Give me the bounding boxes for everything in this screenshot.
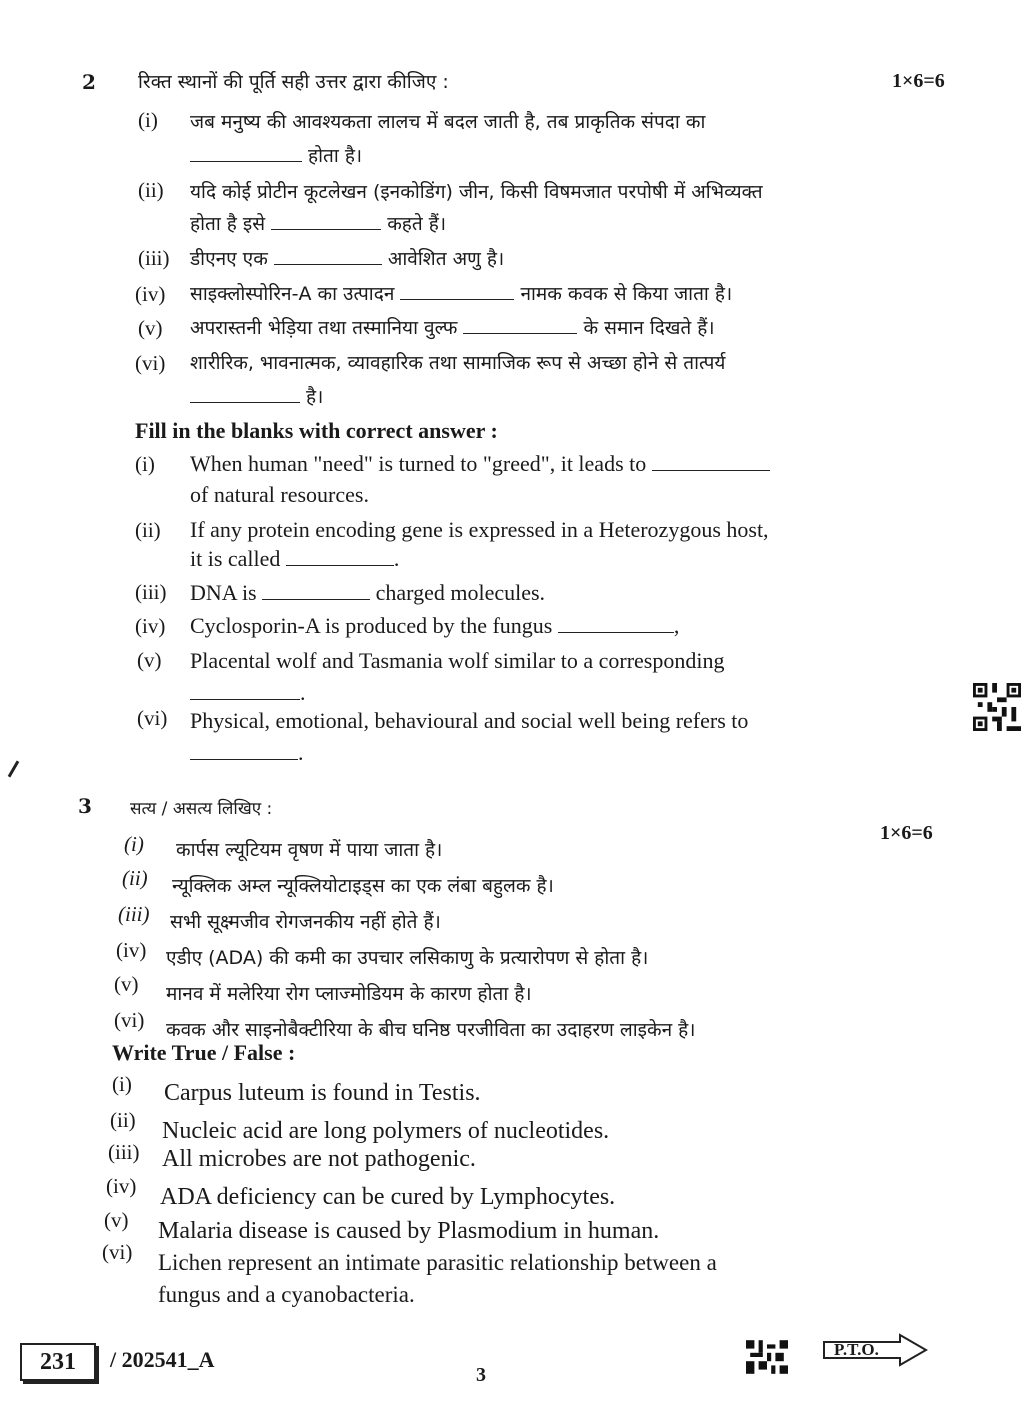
- q3-en-i: Carpus luteum is found in Testis.: [164, 1080, 481, 1106]
- blank: [262, 581, 370, 600]
- q2-en-v-end: .: [300, 680, 306, 705]
- q3-en-iii: All microbes are not pathogenic.: [162, 1146, 476, 1172]
- q3-instruction-en: Write True / False :: [112, 1040, 296, 1065]
- q2-en-i-text: When human "need" is turned to "greed", it leads to: [190, 451, 647, 476]
- q2-hi-iii-num: (iii): [138, 246, 170, 270]
- q3-en-v-num: (v): [104, 1208, 129, 1232]
- q2-en-ii-text: it is called: [190, 546, 281, 571]
- q2-en-v-line2: [190, 680, 306, 706]
- q3-en-vi-line1: Lichen represent an intimate parasitic relationship between a: [158, 1250, 717, 1275]
- q2-en-i-line1: [190, 451, 770, 477]
- blank: [190, 681, 300, 700]
- blank: [652, 452, 770, 471]
- q2-marks: 1×6=6: [892, 70, 945, 92]
- q3-hi-v-num: (v): [114, 972, 139, 996]
- q2-en-ii-num: (ii): [135, 518, 161, 542]
- q2-hi-iii-b: आवेशित अणु है।: [387, 248, 505, 270]
- qr-code-icon: [972, 683, 1022, 731]
- q2-en-v-num: (v): [137, 648, 162, 672]
- q2-hi-iv-num: (iv): [135, 282, 166, 306]
- q2-en-iii-a: DNA is: [190, 580, 257, 605]
- q2-hi-ii-a: होता है इसे: [190, 213, 266, 235]
- page-number: 3: [476, 1364, 486, 1386]
- q3-en-iv-num: (iv): [106, 1174, 137, 1198]
- blank: [190, 741, 298, 760]
- blank: [286, 547, 394, 566]
- q3-hi-vi-num: (vi): [114, 1008, 145, 1032]
- q2-hi-iv-a: साइक्लोस्पोरिन-A का उत्पादन: [190, 283, 395, 305]
- blank: [558, 614, 674, 633]
- q2-instruction-hi: रिक्त स्थानों की पूर्ति सही उत्तर द्वारा कीजिए :: [138, 71, 449, 93]
- q3-hi-i: कार्पस ल्यूटियम वृषण में पाया जाता है।: [176, 839, 443, 861]
- pto-arrow: [822, 1332, 922, 1364]
- q3-hi-i-num: (i): [124, 832, 144, 856]
- q3-en-ii-num: (ii): [110, 1108, 136, 1132]
- q3-en-ii: Nucleic acid are long polymers of nucleotides.: [162, 1118, 610, 1144]
- q2-instruction-en: Fill in the blanks with correct answer :: [135, 418, 498, 443]
- q2-en-iii-b: charged molecules.: [375, 580, 546, 605]
- blank: [271, 211, 381, 230]
- q2-hi-iv: [190, 280, 732, 306]
- pto-label: P.T.O.: [834, 1340, 879, 1359]
- q2-en-vi-end: .: [298, 740, 304, 765]
- q2-en-vi-num: (vi): [137, 706, 168, 730]
- q2-hi-v-b: के समान दिखते हैं।: [583, 317, 715, 339]
- q3-en-iv: ADA deficiency can be cured by Lymphocytes.: [160, 1184, 616, 1210]
- q2-en-iv-a: Cyclosporin-A is produced by the fungus: [190, 613, 553, 638]
- paper-code-rest: / 202541_A: [110, 1347, 215, 1372]
- q3-hi-iii-num: (iii): [118, 902, 150, 926]
- blank: [190, 384, 300, 403]
- q2-en-vi-line1: Physical, emotional, behavioural and social well being refers to: [190, 708, 749, 733]
- q2-en-ii-end: .: [393, 546, 400, 571]
- q2-number: 2: [82, 70, 96, 94]
- q2-hi-vi-num: (vi): [135, 351, 166, 375]
- q2-en-iii-num: (iii): [135, 580, 167, 604]
- q2-hi-i-tail: होता है।: [308, 145, 363, 167]
- blank: [190, 143, 302, 162]
- q2-hi-ii-b: कहते हैं।: [387, 213, 447, 235]
- q2-en-ii-line1: If any protein encoding gene is expressed in a Heterozygous host,: [190, 517, 769, 542]
- q2-en-iv-end: ,: [673, 613, 680, 638]
- q3-en-vi-num: (vi): [102, 1240, 133, 1264]
- q2-en-v-line1: Placental wolf and Tasmania wolf similar to a corresponding: [190, 648, 725, 673]
- q2-hi-i-line1: जब मनुष्य की आवश्यकता लालच में बदल जाती है, तब प्राकृतिक संपदा का: [190, 111, 706, 133]
- q3-hi-v: मानव में मलेरिया रोग प्लाज्मोडियम के कारण होता है।: [166, 983, 532, 1005]
- q3-hi-iv: एडीए (ADA) की कमी का उपचार लसिकाणु के प्रत्यारोपण से होता है।: [166, 947, 649, 969]
- q3-hi-ii: न्यूक्लिक अम्ल न्यूक्लियोटाइड्स का एक लंबा बहुलक है।: [172, 875, 554, 897]
- blank: [274, 246, 382, 265]
- q2-hi-iv-b: नामक कवक से किया जाता है।: [520, 283, 733, 305]
- q2-en-i-line2: of natural resources.: [190, 482, 369, 507]
- q2-hi-v-num: (v): [138, 316, 163, 340]
- q2-hi-vi-line1: शारीरिक, भावनात्मक, व्यावहारिक तथा सामाजिक रूप से अच्छा होने से तात्पर्य: [190, 352, 726, 374]
- q3-marks: 1×6=6: [880, 822, 933, 844]
- q2-hi-iii-a: डीएनए एक: [190, 248, 268, 270]
- q2-en-vi-line2: [190, 740, 304, 766]
- q2-hi-iii: [190, 245, 504, 271]
- blank: [463, 315, 577, 334]
- q3-en-i-num: (i): [112, 1072, 132, 1096]
- q3-instruction-hi: सत्य / असत्य लिखिए :: [130, 799, 273, 819]
- q2-hi-ii-num: (ii): [138, 178, 164, 202]
- q2-en-ii-line2: [190, 546, 399, 572]
- q2-en-iv-num: (iv): [135, 614, 166, 638]
- barcode-icon: [746, 1340, 788, 1374]
- q2-hi-i-line2: [190, 142, 362, 168]
- q2-hi-v-a: अपरास्तनी भेड़िया तथा तस्मानिया वुल्फ: [190, 317, 458, 339]
- q2-hi-ii-line1: यदि कोई प्रोटीन कूटलेखन (इनकोडिंग) जीन, किसी विषमजात परपोषी में अभिव्यक्त: [190, 181, 763, 203]
- q2-hi-v: [190, 314, 715, 340]
- q2-hi-vi-line2: [190, 383, 323, 409]
- q3-en-vi-line2: fungus and a cyanobacteria.: [158, 1282, 415, 1307]
- q2-hi-i-num: (i): [138, 108, 158, 132]
- blank: [400, 281, 514, 300]
- q3-hi-iii: सभी सूक्ष्मजीव रोगजनकीय नहीं होते हैं।: [170, 911, 441, 933]
- q2-en-i-num: (i): [135, 452, 155, 476]
- margin-mark: [8, 760, 20, 777]
- q2-hi-vi-tail: है।: [306, 386, 324, 408]
- q3-en-v: Malaria disease is caused by Plasmodium in human.: [158, 1218, 660, 1244]
- q3-hi-iv-num: (iv): [116, 938, 147, 962]
- q3-en-iii-num: (iii): [108, 1140, 140, 1164]
- q2-en-iv: [190, 613, 679, 639]
- q2-hi-ii-line2: [190, 210, 446, 236]
- paper-code-box: 231: [20, 1343, 96, 1381]
- q3-hi-vi: कवक और साइनोबैक्टीरिया के बीच घनिष्ठ परजीविता का उदाहरण लाइकेन है।: [166, 1019, 696, 1041]
- q3-hi-ii-num: (ii): [122, 866, 148, 890]
- q2-en-iii: [190, 580, 545, 606]
- q3-number: 3: [78, 794, 92, 818]
